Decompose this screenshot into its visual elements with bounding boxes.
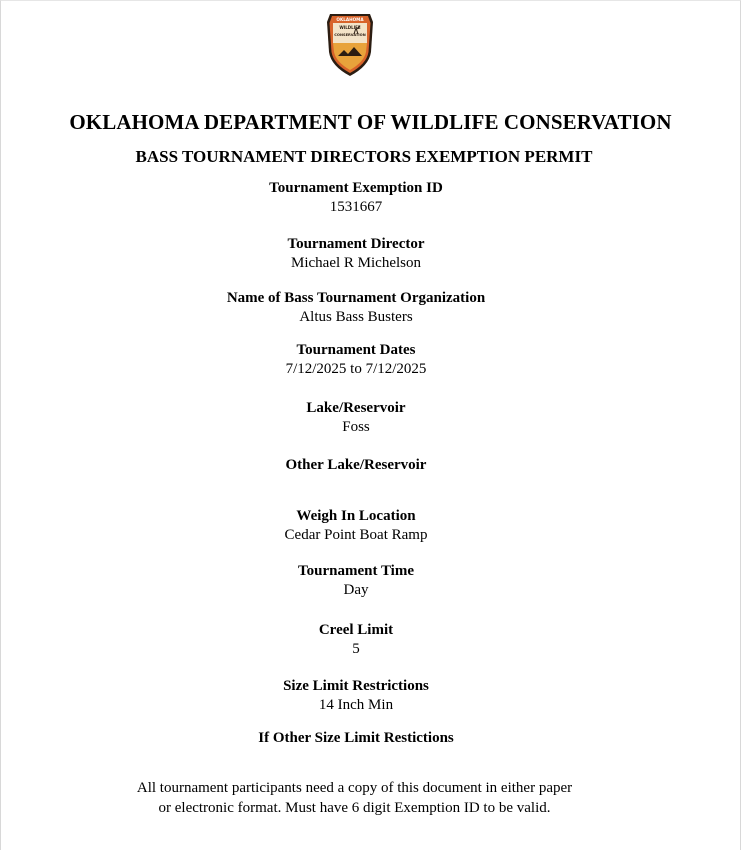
page-subtitle: BASS TOURNAMENT DIRECTORS EXEMPTION PERMIT <box>135 147 593 166</box>
dates-value: 7/12/2025 to 7/12/2025 <box>285 361 427 377</box>
organization-label: Name of Bass Tournament Organization <box>226 290 486 306</box>
weigh-in-label: Weigh In Location <box>296 508 416 524</box>
creel-value: 5 <box>352 641 360 657</box>
exemption-id-label: Tournament Exemption ID <box>269 180 443 196</box>
footer-line-1: All tournament participants need a copy of this document in either paper <box>136 780 573 796</box>
size-limit-field <box>0 677 712 715</box>
size-limit-label: Size Limit Restrictions <box>283 678 429 694</box>
size-limit-value: 14 Inch Min <box>318 697 394 713</box>
organization-value: Altus Bass Busters <box>299 309 413 325</box>
weigh-in-field <box>0 507 712 545</box>
lake-label: Lake/Reservoir <box>306 400 406 416</box>
creel-label: Creel Limit <box>318 622 394 638</box>
dates-field <box>0 341 712 379</box>
odwc-logo <box>324 12 376 78</box>
dates-label: Tournament Dates <box>296 342 416 358</box>
lake-field <box>0 399 712 437</box>
footer-notice <box>0 778 709 818</box>
director-field <box>0 235 712 273</box>
page-title: OKLAHOMA DEPARTMENT OF WILDLIFE CONSERVATION <box>69 110 672 134</box>
other-lake-field <box>0 456 712 475</box>
organization-field <box>0 289 712 327</box>
other-lake-label: Other Lake/Reservoir <box>285 457 427 473</box>
footer-line-2: or electronic format. Must have 6 digit Exemption ID to be valid. <box>158 800 551 816</box>
exemption-id-value: 1531667 <box>329 199 383 215</box>
logo-text-mid: WILDLIFE <box>339 25 361 30</box>
creel-field <box>0 621 712 659</box>
time-value: Day <box>343 582 369 598</box>
director-label: Tournament Director <box>287 236 425 252</box>
lake-value: Foss <box>342 419 370 435</box>
logo-text-top: OKLAHOMA <box>336 17 364 22</box>
time-label: Tournament Time <box>298 563 414 579</box>
director-value: Michael R Michelson <box>291 255 421 271</box>
other-size-limit-label: If Other Size Limit Restictions <box>258 730 454 746</box>
weigh-in-value: Cedar Point Boat Ramp <box>284 527 428 543</box>
logo-text-bottom: CONSERVATION <box>334 33 366 37</box>
other-size-limit-field <box>0 729 712 748</box>
time-field <box>0 562 712 600</box>
exemption-id-field <box>0 179 712 217</box>
